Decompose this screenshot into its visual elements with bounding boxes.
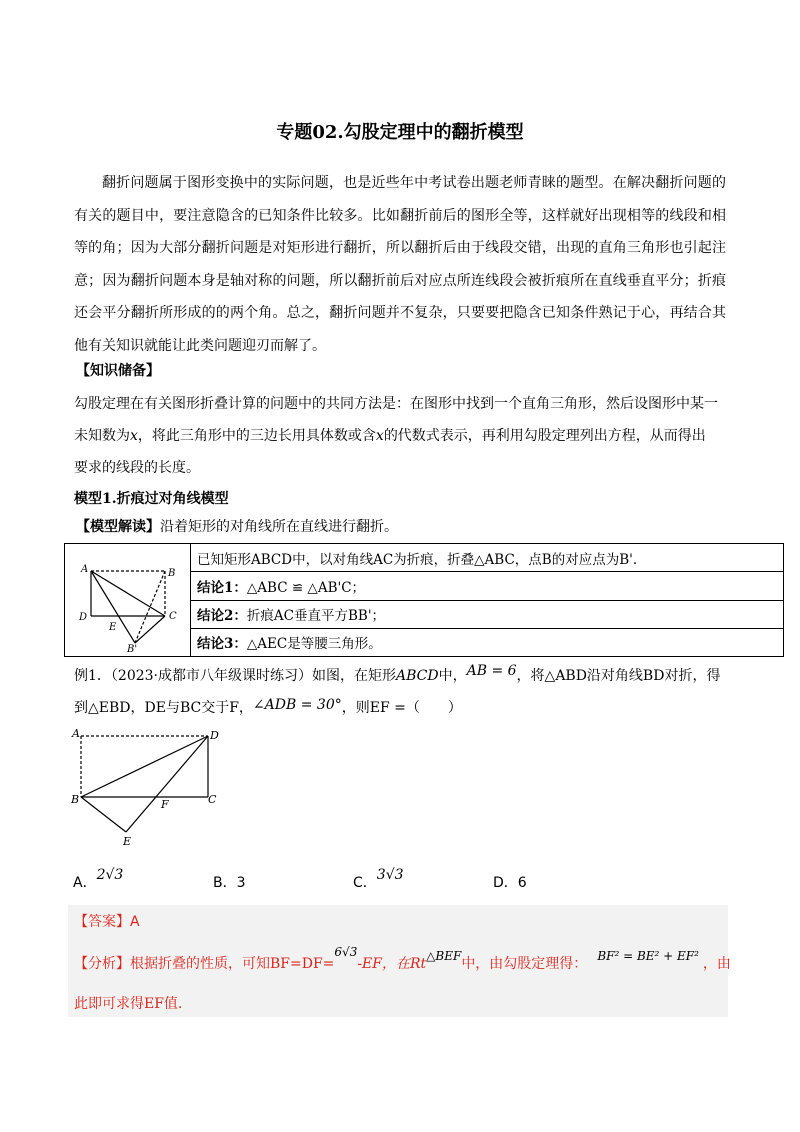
model-figure-cell [65,544,191,657]
intro-paragraph: 翻折问题属于图形变换中的实际问题，也是近些年中考试卷出题老师青睐的题型。在解决翻折问题的有关的题目中，要注意隐含的已知条件比较多。比如翻折前后的图形全等，这样就好出现相等的线段和相等的角；因为大部分翻折问题是对矩形进行翻折，所以翻折后由于线段交错，出现的直角三角形也引起注意；因为翻折问题本身是轴对称的问题，所以翻折前后对应点所连线段会被折痕所在直线垂直平分；折痕还会平分翻折所形成的的两个角。总之，翻折问题并不复杂，只要要把隐含已知条件熟记于心，再结合其他有关知识就能让此类问题迎刃而解了。 [74,175,726,354]
analysis-line-1: 【分析】根据折叠的性质，可知BF=DF=6√3-EF，在Rt△BEF中，由勾股定理得： BF² = BE² + EF² ，由 [74,945,731,972]
fig-label-B: B [168,568,176,579]
ex-label-E: E [123,835,132,848]
ex-label-D: D [210,729,219,742]
fold-diagram [65,544,190,652]
knowledge-heading: 【知识储备】 [76,363,160,379]
fig-label-D: D [79,612,88,623]
conclusion-1: 结论1：△ABC ≌ △AB'C； [191,572,784,600]
example1-diagram [68,725,228,850]
ex-label-F: F [161,798,169,811]
model-table [64,543,784,657]
fig-label-A: A [81,564,89,575]
model-interpretation: 【模型解读】沿着矩形的对角线所在直线进行翻折。 [76,519,398,535]
example1-line-2: 到△EBD，DE与BC交于F，∠ADB = 30°，则EF =（ ） [74,697,462,716]
option-d[interactable]: D．6 [493,875,527,891]
ex-label-B: B [71,793,80,806]
fig-label-E: E [109,622,117,633]
example1-line-1: 例1．（2023·成都市八年级课时练习）如图，在矩形ABCD中，AB = 6，将△ABD沿对角线BD对折，得 [74,663,721,684]
knowledge-line-1: 勾股定理在有关图形折叠计算的问题中的共同方法是：在图形中找到一个直角三角形，然后设图形中某一 [74,396,718,412]
fig-label-C: C [169,611,177,622]
conclusion-3: 结论3：△AEC是等腰三角形。 [191,628,784,656]
option-b[interactable]: B．3 [213,875,246,891]
knowledge-line-2: 未知数为x，将此三角形中的三边长用具体数或含x的代数式表示，再利用勾股定理列出方程，从而得出 [74,428,706,444]
ex-label-A: A [72,727,80,740]
knowledge-line-3: 要求的线段的长度。 [74,460,200,476]
ex-label-C: C [208,793,217,806]
fig-label-Bprime: B' [127,644,138,652]
answer-box [68,905,731,1017]
model1-heading: 模型1.折痕过对角线模型 [74,491,229,507]
model-given: 已知矩形ABCD中，以对角线AC为折痕，折叠△ABC，点B的对应点为B'. [191,544,784,572]
analysis-line-2: 此即可求得EF值. [74,996,183,1012]
answer-label: 【答案】A [74,914,140,930]
conclusion-2: 结论2：折痕AC垂直平方BB'； [191,600,784,628]
option-a[interactable]: A．2√3 [73,867,124,891]
option-c[interactable]: C．3√3 [353,867,404,891]
page-title: 专题02.勾股定理中的翻折模型 [276,122,524,143]
